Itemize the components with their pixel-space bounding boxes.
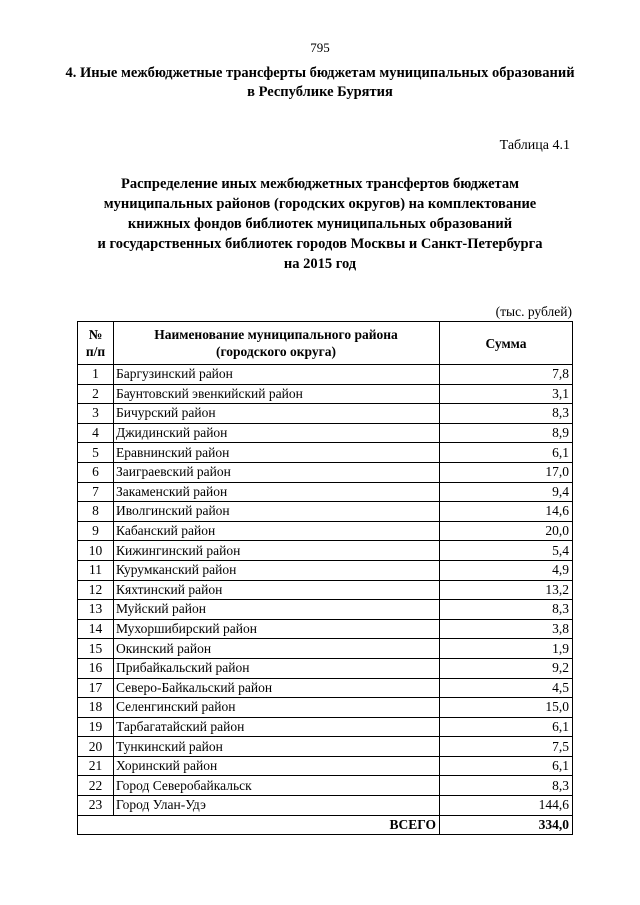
row-name: Селенгинский район (114, 698, 440, 718)
row-num: 20 (78, 737, 114, 757)
table-title-line: на 2015 год (283, 256, 357, 272)
row-name: Город Северобайкальск (114, 776, 440, 796)
row-sum: 13,2 (440, 580, 573, 600)
row-sum: 6,1 (440, 717, 573, 737)
row-num: 14 (78, 619, 114, 639)
total-label: ВСЕГО (78, 815, 440, 835)
table-title-line: и государственных библиотек городов Москвы и Санкт-Петербурга (97, 236, 543, 252)
row-num: 18 (78, 698, 114, 718)
row-name: Иволгинский район (114, 502, 440, 522)
row-sum: 3,1 (440, 384, 573, 404)
row-num: 6 (78, 462, 114, 482)
table-row (78, 698, 573, 718)
row-name: Город Улан-Удэ (114, 796, 440, 816)
row-name: Баунтовский эвенкийский район (114, 384, 440, 404)
table-row (78, 639, 573, 659)
table-row (78, 384, 573, 404)
header-sum: Сумма (440, 322, 573, 365)
table-row (78, 423, 573, 443)
row-name: Хоринский район (114, 756, 440, 776)
row-name: Муйский район (114, 600, 440, 620)
row-num: 21 (78, 756, 114, 776)
row-name: Окинский район (114, 639, 440, 659)
row-name: Мухоршибирский район (114, 619, 440, 639)
row-num: 11 (78, 560, 114, 580)
row-num: 12 (78, 580, 114, 600)
page-number: 795 (310, 40, 330, 55)
row-sum: 8,9 (440, 423, 573, 443)
row-num: 13 (78, 600, 114, 620)
row-sum: 8,3 (440, 404, 573, 424)
row-name: Кабанский район (114, 521, 440, 541)
row-num: 2 (78, 384, 114, 404)
header-name-line2: (городского округа) (216, 344, 336, 359)
table-row (78, 776, 573, 796)
table-row (78, 580, 573, 600)
row-sum: 7,8 (440, 365, 573, 385)
table-row (78, 717, 573, 737)
header-num-line1: № (88, 327, 103, 342)
table-body (78, 365, 573, 835)
row-num: 1 (78, 365, 114, 385)
table-title-line: Распределение иных межбюджетных трансфертов бюджетам (121, 176, 519, 192)
table-row (78, 404, 573, 424)
row-name: Тарбагатайский район (114, 717, 440, 737)
table-row (78, 619, 573, 639)
transfers-table (77, 321, 573, 835)
row-sum: 17,0 (440, 462, 573, 482)
row-num: 22 (78, 776, 114, 796)
header-num (78, 322, 114, 365)
table-row (78, 482, 573, 502)
row-sum: 8,3 (440, 776, 573, 796)
row-num: 10 (78, 541, 114, 561)
units-label: (тыс. рублей) (495, 304, 572, 319)
table-title-line: книжных фондов библиотек муниципальных образований (127, 216, 513, 232)
table-row (78, 462, 573, 482)
table-header-row (78, 322, 573, 365)
row-sum: 14,6 (440, 502, 573, 522)
table-row (78, 541, 573, 561)
row-sum: 20,0 (440, 521, 573, 541)
row-sum: 3,8 (440, 619, 573, 639)
table-row (78, 521, 573, 541)
row-name: Бичурский район (114, 404, 440, 424)
row-sum: 7,5 (440, 737, 573, 757)
header-name-line1: Наименование муниципального района (154, 327, 398, 342)
row-name: Кяхтинский район (114, 580, 440, 600)
row-sum: 6,1 (440, 756, 573, 776)
table-row (78, 443, 573, 463)
row-sum: 1,9 (440, 639, 573, 659)
table-row (78, 502, 573, 522)
row-num: 5 (78, 443, 114, 463)
row-name: Тункинский район (114, 737, 440, 757)
row-num: 8 (78, 502, 114, 522)
header-num-line2: п/п (85, 344, 106, 359)
row-num: 15 (78, 639, 114, 659)
section-title: 4. Иные межбюджетные трансферты бюджетам муниципальных образований в Республике Бурятия (65, 65, 575, 100)
row-sum: 9,4 (440, 482, 573, 502)
row-name: Джидинский район (114, 423, 440, 443)
table-row (78, 560, 573, 580)
row-sum: 4,5 (440, 678, 573, 698)
table-row (78, 600, 573, 620)
row-name: Северо-Байкальский район (114, 678, 440, 698)
table-row (78, 658, 573, 678)
row-sum: 8,3 (440, 600, 573, 620)
row-num: 19 (78, 717, 114, 737)
row-name: Закаменский район (114, 482, 440, 502)
table-row (78, 365, 573, 385)
row-num: 17 (78, 678, 114, 698)
row-num: 7 (78, 482, 114, 502)
table-title (60, 174, 580, 274)
row-num: 9 (78, 521, 114, 541)
table-row (78, 678, 573, 698)
total-value: 334,0 (440, 815, 573, 835)
header-name (114, 322, 440, 365)
row-name: Еравнинский район (114, 443, 440, 463)
row-sum: 5,4 (440, 541, 573, 561)
table-row (78, 796, 573, 816)
row-num: 16 (78, 658, 114, 678)
table-title-line: муниципальных районов (городских округов) на комплектование (103, 196, 537, 212)
row-num: 3 (78, 404, 114, 424)
row-num: 4 (78, 423, 114, 443)
row-num: 23 (78, 796, 114, 816)
row-name: Баргузинский район (114, 365, 440, 385)
total-row (78, 815, 573, 835)
row-name: Кижингинский район (114, 541, 440, 561)
row-sum: 144,6 (440, 796, 573, 816)
row-name: Прибайкальский район (114, 658, 440, 678)
table-row (78, 737, 573, 757)
row-sum: 4,9 (440, 560, 573, 580)
row-sum: 15,0 (440, 698, 573, 718)
row-sum: 9,2 (440, 658, 573, 678)
row-sum: 6,1 (440, 443, 573, 463)
table-number: Таблица 4.1 (499, 138, 570, 153)
row-name: Курумканский район (114, 560, 440, 580)
table-row (78, 756, 573, 776)
row-name: Заиграевский район (114, 462, 440, 482)
